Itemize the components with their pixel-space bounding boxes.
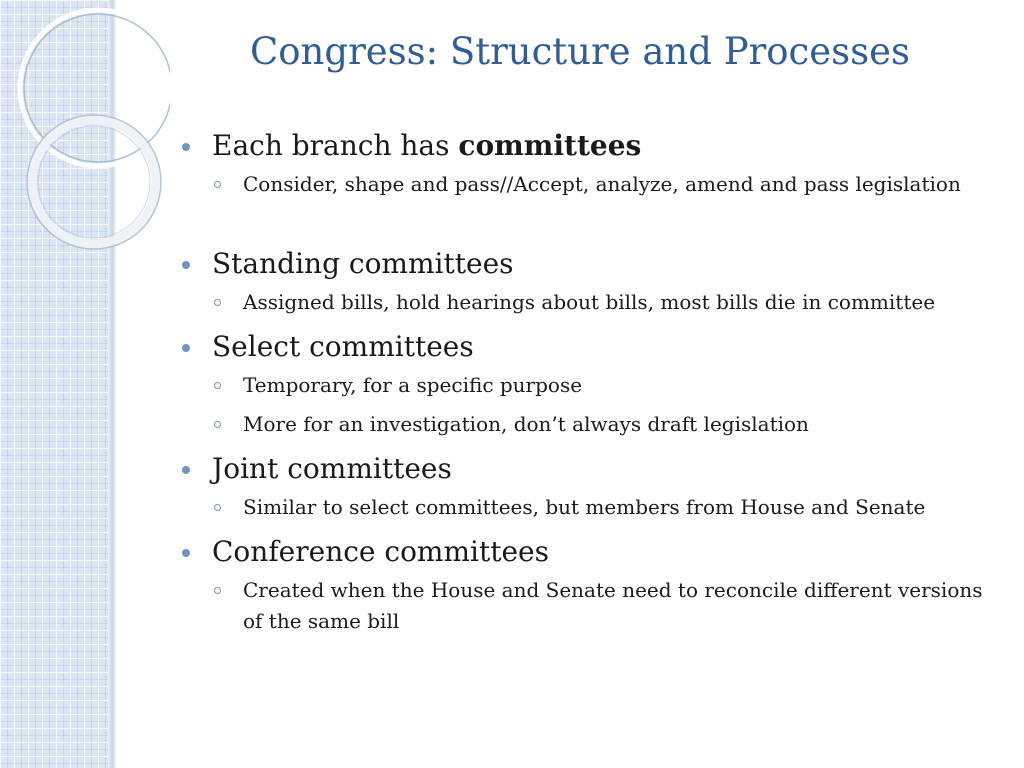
bullet-text: Conference committees xyxy=(212,535,549,568)
bullet-dot-icon xyxy=(182,466,190,474)
sub-bullet-text: Assigned bills, hold hearings about bills, most bills die in committee xyxy=(243,290,936,314)
sub-bullet-text: Created when the House and Senate need to reconcile different versions of the same bill xyxy=(243,578,983,633)
bullet-item-committees xyxy=(182,128,1002,164)
sub-bullet-text: Temporary, for a specific purpose xyxy=(243,373,583,397)
sub-bullet-text: Consider, shape and pass//Accept, analyze, amend and pass legislation xyxy=(243,172,961,196)
bullet-dot-icon xyxy=(182,549,190,557)
bullet-item-conference-committees xyxy=(182,534,1002,570)
slide-title: Congress: Structure and Processes xyxy=(249,30,911,73)
sub-bullet-text: More for an investigation, don’t always draft legislation xyxy=(243,412,809,436)
bullet-dot-icon xyxy=(182,261,190,269)
sub-bullet-item xyxy=(182,370,1002,401)
sub-bullet-circle-icon xyxy=(214,299,221,306)
bullet-item-standing-committees xyxy=(182,246,1002,282)
sub-bullet-circle-icon xyxy=(214,181,221,188)
decorative-rings-graphic xyxy=(0,0,170,300)
bullet-text: Select committees xyxy=(212,330,474,363)
sub-bullet-circle-icon xyxy=(214,421,221,428)
bullet-text: Joint committees xyxy=(212,452,452,485)
bullet-bold-text: committees xyxy=(458,129,642,162)
sub-bullet-item xyxy=(182,575,1002,637)
sub-bullet-circle-icon xyxy=(214,382,221,389)
bullet-item-joint-committees xyxy=(182,451,1002,487)
sub-bullet-circle-icon xyxy=(214,504,221,511)
bullet-dot-icon xyxy=(182,143,190,151)
sub-bullet-item xyxy=(182,409,1002,440)
bullet-text: Standing committees xyxy=(212,247,514,280)
sub-bullet-item xyxy=(182,169,1002,200)
sub-bullet-item xyxy=(182,492,1002,523)
bullet-list xyxy=(182,128,1002,637)
bullet-item-select-committees xyxy=(182,329,1002,365)
bullet-text: Each branch has xyxy=(212,129,459,162)
sub-bullet-item xyxy=(182,287,1002,318)
bullet-dot-icon xyxy=(182,344,190,352)
sub-bullet-circle-icon xyxy=(214,587,221,594)
sub-bullet-text: Similar to select committees, but members from House and Senate xyxy=(243,495,926,519)
